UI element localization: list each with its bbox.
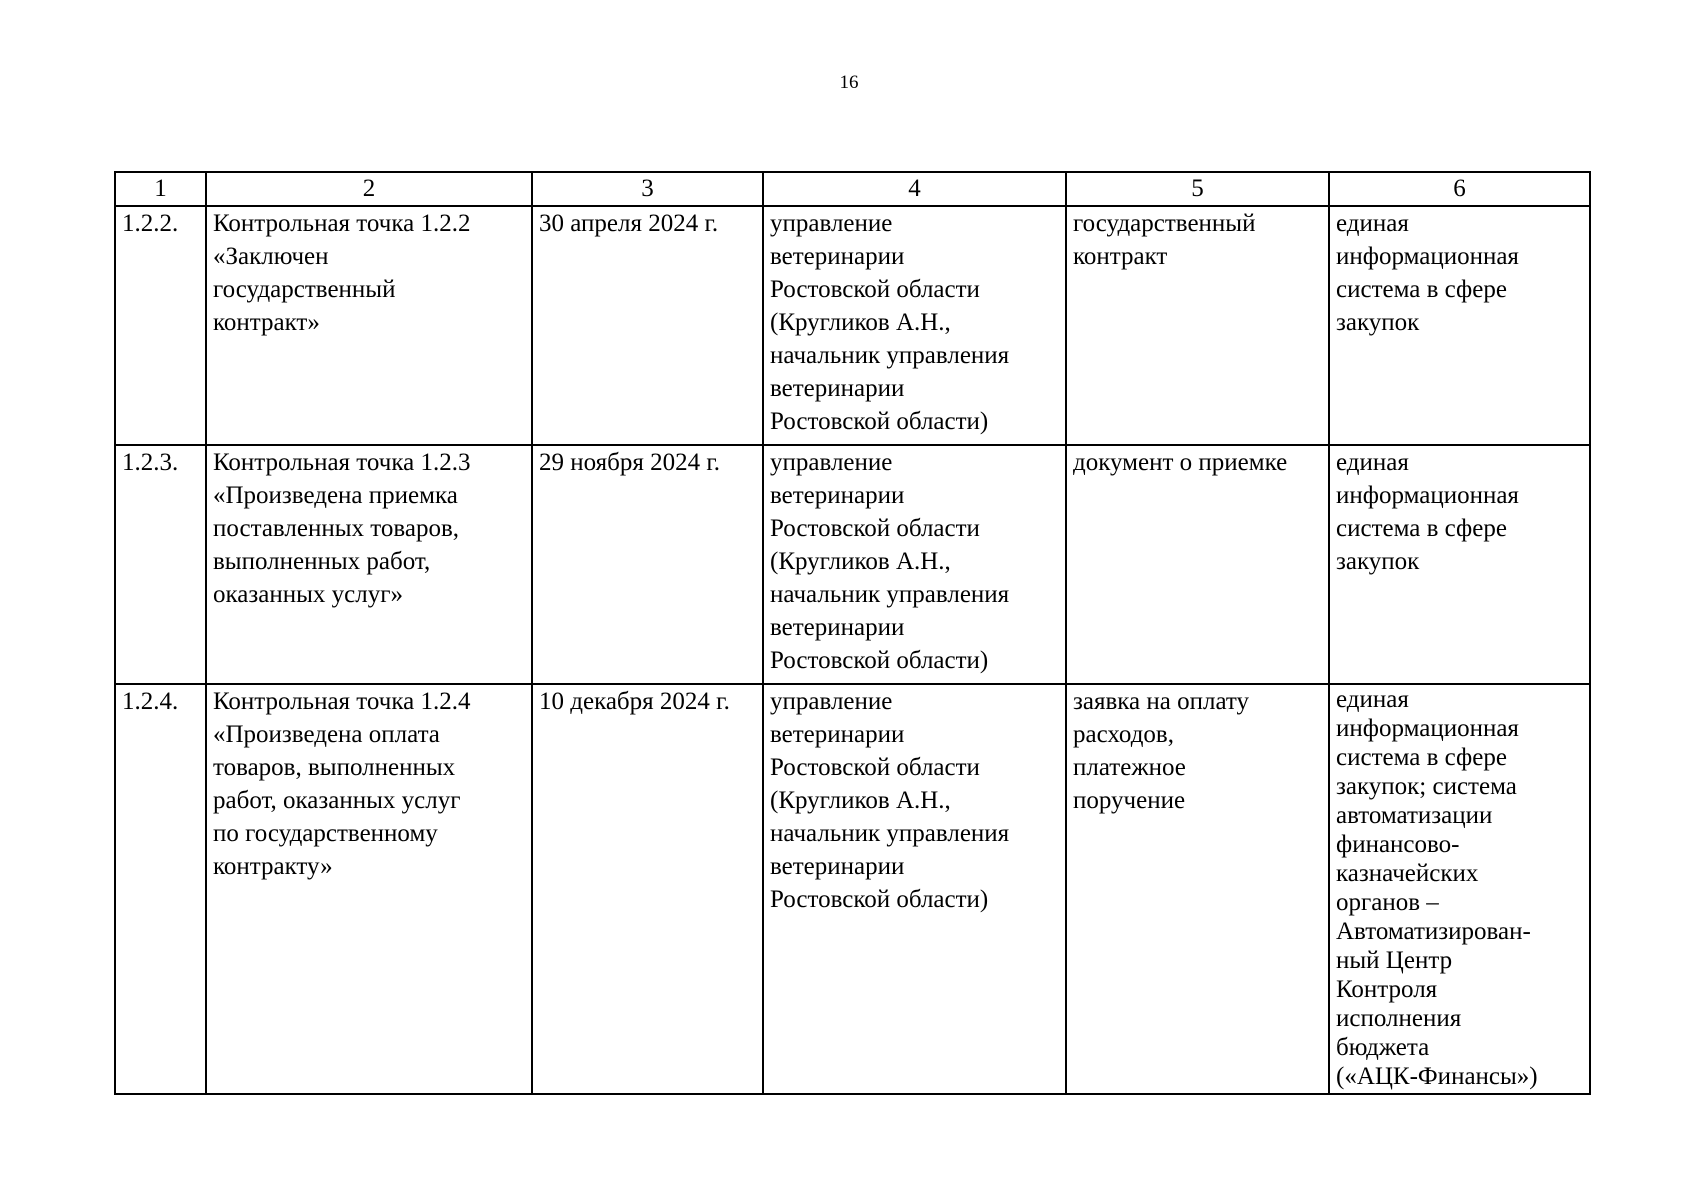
cell-responsible <box>763 684 1066 1094</box>
cell-document <box>1066 684 1329 1094</box>
header-col-4: 4 <box>763 172 1066 206</box>
cell-number-text: 1.2.3. <box>122 449 179 476</box>
cell-document-text: заявка на оплату расходов, платежное поручение <box>1073 688 1250 814</box>
cell-control-point <box>206 684 532 1094</box>
table-header-row <box>115 172 1590 206</box>
cell-document-text: государственный контракт <box>1073 210 1256 270</box>
header-col-6: 6 <box>1329 172 1590 206</box>
control-points-table <box>114 171 1591 1095</box>
header-col-2: 2 <box>206 172 532 206</box>
cell-responsible-text: управление ветеринарии Ростовской области (Кругликов А.Н., начальник управления ветеринарии Ростовской области) <box>770 688 1010 913</box>
table-row <box>115 684 1590 1094</box>
table-row <box>115 445 1590 684</box>
cell-system <box>1329 684 1590 1094</box>
cell-date <box>532 684 763 1094</box>
cell-number-text: 1.2.2. <box>122 210 179 237</box>
header-col-5: 5 <box>1066 172 1329 206</box>
cell-date-text: 10 декабря 2024 г. <box>539 688 730 715</box>
table-row <box>115 206 1590 445</box>
cell-control-point-text: Контрольная точка 1.2.2 «Заключен государственный контракт» <box>213 210 471 336</box>
cell-number-text: 1.2.4. <box>122 688 179 715</box>
cell-document-text: документ о приемке <box>1073 449 1288 476</box>
cell-responsible <box>763 206 1066 445</box>
cell-date-text: 29 ноября 2024 г. <box>539 449 721 476</box>
cell-date <box>532 445 763 684</box>
cell-number <box>115 206 206 445</box>
cell-system <box>1329 206 1590 445</box>
cell-number <box>115 684 206 1094</box>
header-col-3: 3 <box>532 172 763 206</box>
page-number: 16 <box>839 72 859 93</box>
cell-system-text: единая информационная система в сфере закупок <box>1336 210 1519 336</box>
cell-number <box>115 445 206 684</box>
cell-system <box>1329 445 1590 684</box>
cell-responsible-text: управление ветеринарии Ростовской области (Кругликов А.Н., начальник управления ветеринарии Ростовской области) <box>770 210 1010 435</box>
cell-control-point-text: Контрольная точка 1.2.3 «Произведена приемка поставленных товаров, выполненных работ, оказанных услуг» <box>213 449 471 608</box>
cell-system-text: единая информационная система в сфере закупок; система автоматизации финансово- казначейских органов – Автоматизирован- ный Центр Контроля исполнения бюджета («АЦК-Финансы») <box>1336 686 1538 1090</box>
cell-date-text: 30 апреля 2024 г. <box>539 210 719 237</box>
cell-system-text: единая информационная система в сфере закупок <box>1336 449 1519 575</box>
cell-date <box>532 206 763 445</box>
cell-control-point <box>206 206 532 445</box>
cell-control-point-text: Контрольная точка 1.2.4 «Произведена оплата товаров, выполненных работ, оказанных услуг по государственному контракту» <box>213 688 471 880</box>
header-col-1: 1 <box>115 172 206 206</box>
cell-responsible-text: управление ветеринарии Ростовской области (Кругликов А.Н., начальник управления ветеринарии Ростовской области) <box>770 449 1010 674</box>
cell-responsible <box>763 445 1066 684</box>
cell-document <box>1066 445 1329 684</box>
cell-control-point <box>206 445 532 684</box>
cell-document <box>1066 206 1329 445</box>
